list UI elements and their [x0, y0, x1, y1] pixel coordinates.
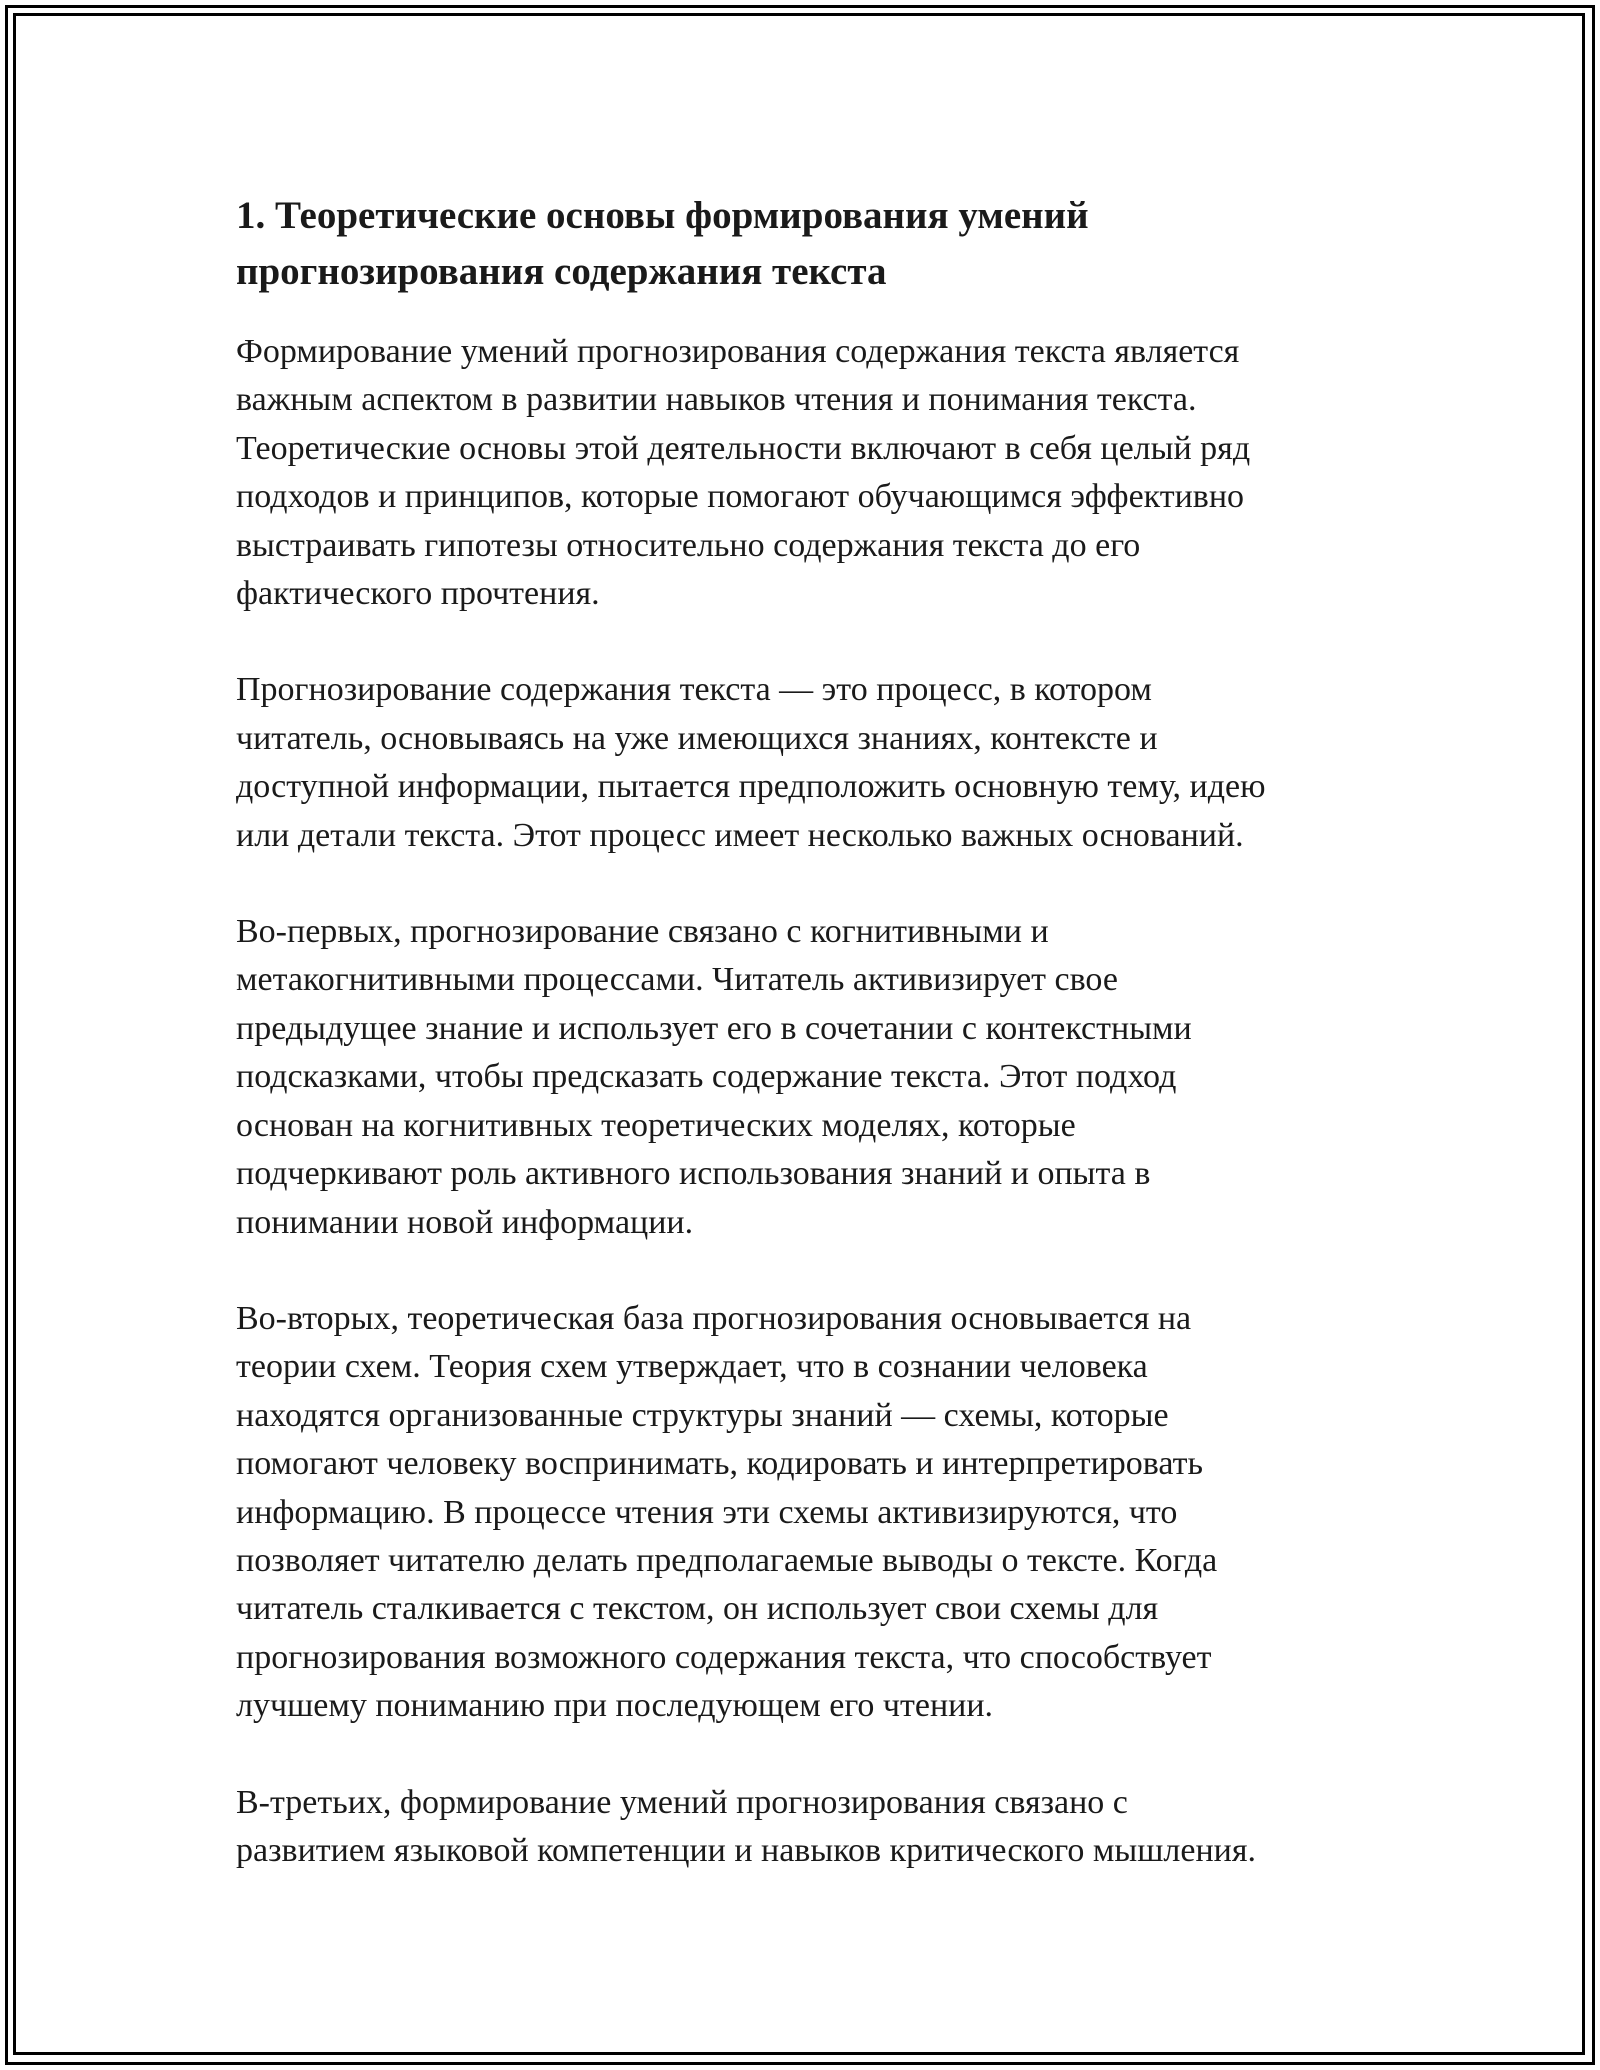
text-line: находятся организованные структуры знаний — схемы, которые [236, 1396, 1169, 1434]
text-line: метакогнитивными процессами. Читатель активизирует свое [236, 961, 1118, 999]
text-line: Формирование умений прогнозирования содержания текста является [236, 333, 1240, 370]
text-line: фактического прочтения. [236, 575, 600, 613]
heading-line: прогнозирования содержания текста [236, 250, 887, 293]
text-line: подсказками, чтобы предсказать содержание текста. Этот подход [236, 1058, 1177, 1096]
section-heading [236, 188, 1366, 300]
paragraph-definition [236, 666, 1366, 860]
text-line: информацию. В процессе чтения эти схемы активизируются, что [236, 1493, 1178, 1531]
text-line: прогнозирования возможного содержания текста, что способствует [236, 1638, 1212, 1676]
text-line: важным аспектом в развитии навыков чтения и понимания текста. [236, 381, 1197, 419]
text-line: позволяет читателю делать предполагаемые выводы о тексте. Когда [236, 1541, 1218, 1579]
document-body [236, 188, 1366, 1875]
paragraph-third-point [236, 1779, 1366, 1876]
text-line: развитием языковой компетенции и навыков критического мышления. [236, 1831, 1256, 1869]
text-line: теории схем. Теория схем утверждает, что в сознании человека [236, 1348, 1148, 1386]
text-line: читатель сталкивается с текстом, он использует свои схемы для [236, 1590, 1159, 1628]
text-line: понимании новой информации. [236, 1203, 694, 1241]
paragraph-intro [236, 328, 1366, 618]
text-line: Теоретические основы этой деятельности включают в себя целый ряд [236, 429, 1251, 467]
text-line: доступной информации, пытается предположить основную тему, идею [236, 768, 1266, 806]
text-line: Прогнозирование содержания текста — это процесс, в котором [236, 671, 1152, 709]
text-line: лучшему пониманию при последующем его чтении. [236, 1687, 994, 1725]
text-line: подходов и принципов, которые помогают обучающимся эффективно [236, 478, 1245, 516]
text-line: Во-вторых, теоретическая база прогнозирования основывается на [236, 1299, 1192, 1337]
text-line: читатель, основываясь на уже имеющихся знаниях, контексте и [236, 719, 1158, 757]
text-line: подчеркивают роль активного использования знаний и опыта в [236, 1155, 1151, 1193]
text-line: помогают человеку воспринимать, кодировать и интерпретировать [236, 1445, 1203, 1483]
text-line: Во-первых, прогнозирование связано с когнитивными и [236, 913, 1049, 951]
paragraph-first-point [236, 908, 1366, 1247]
heading-line: 1. Теоретические основы формирования умений [236, 194, 1089, 237]
text-line: В-третьих, формирование умений прогнозирования связано с [236, 1783, 1128, 1821]
text-line: предыдущее знание и использует его в сочетании с контекстными [236, 1009, 1192, 1047]
paragraph-second-point [236, 1295, 1366, 1731]
text-line: выстраивать гипотезы относительно содержания текста до его [236, 526, 1141, 564]
text-line: или детали текста. Этот процесс имеет несколько важных оснований. [236, 816, 1244, 854]
text-line: основан на когнитивных теоретических моделях, которые [236, 1106, 1076, 1144]
